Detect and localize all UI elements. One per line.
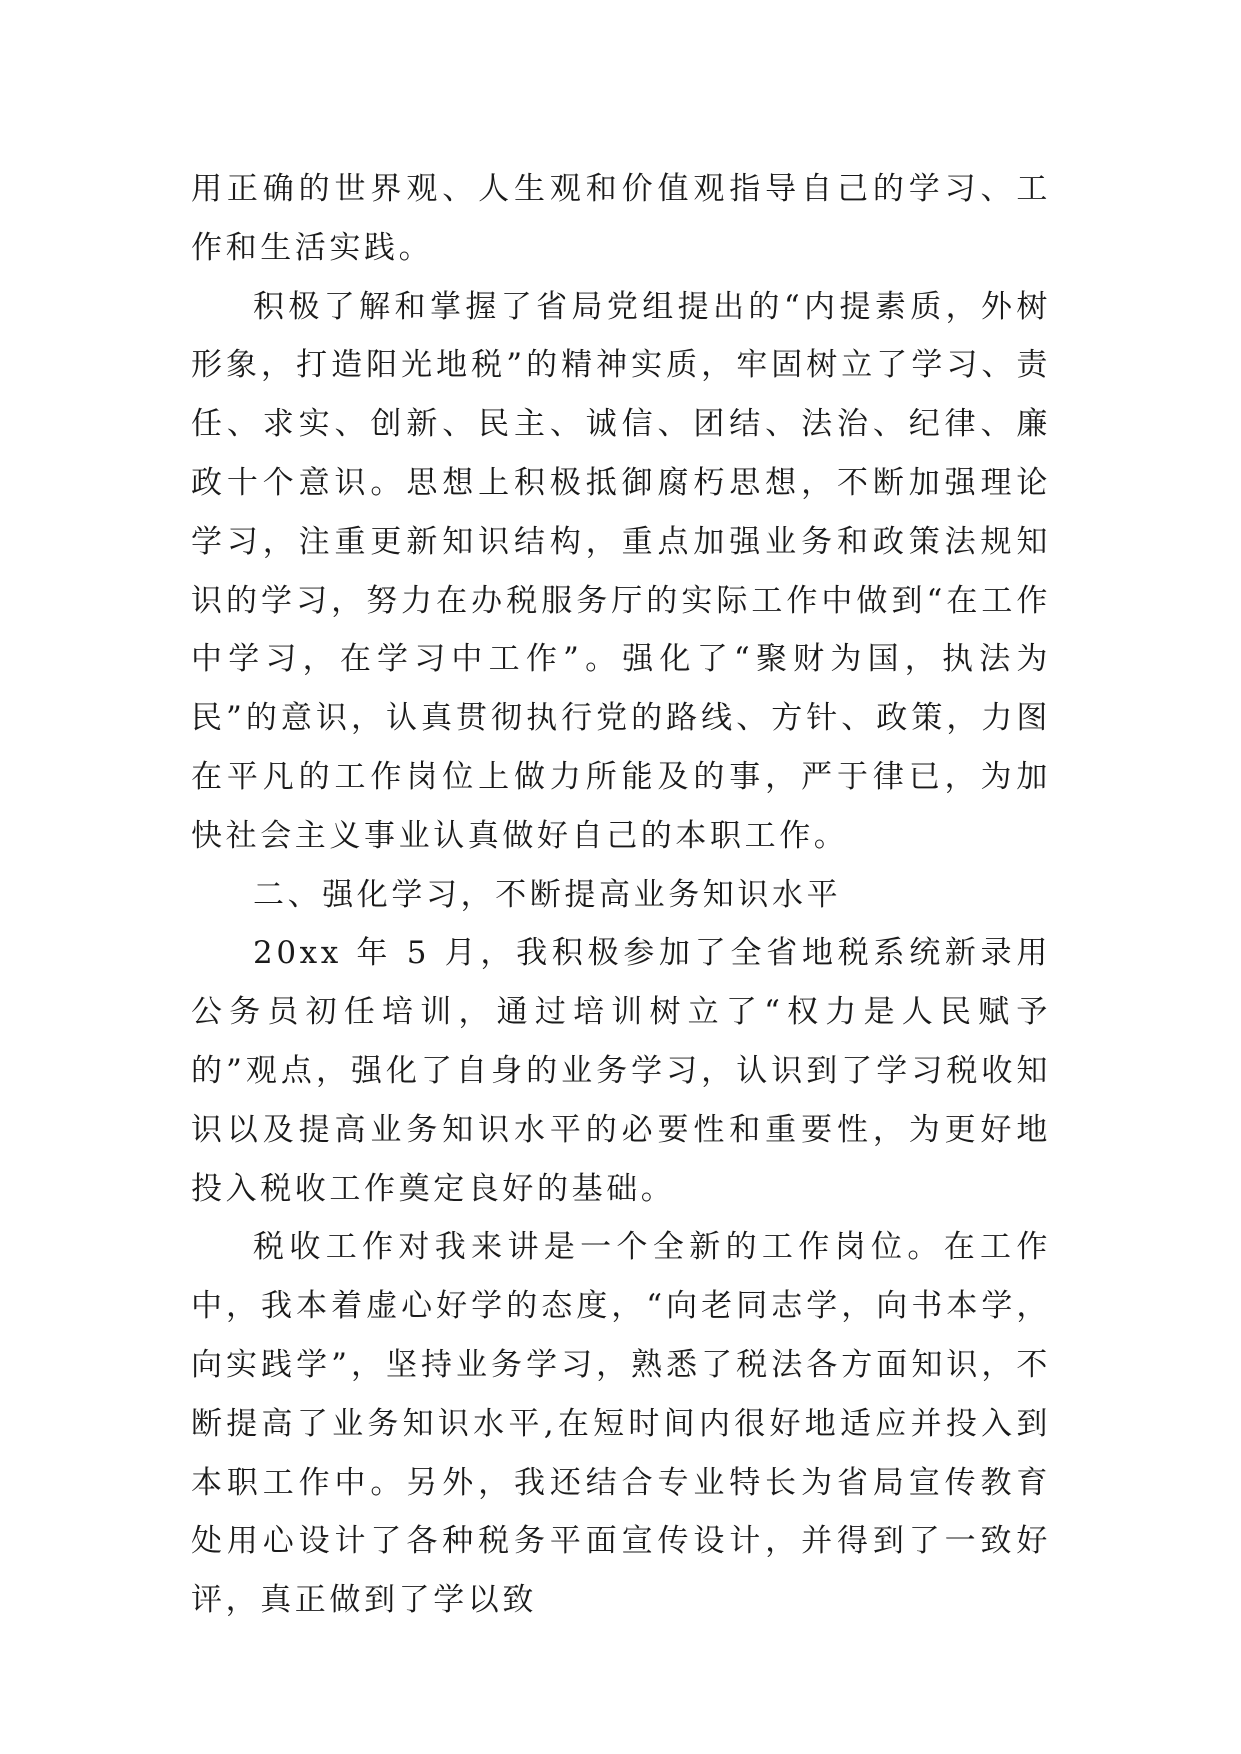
paragraph-continuation: 用正确的世界观、人生观和价值观指导自己的学习、工作和生活实践。 <box>191 171 1051 266</box>
paragraph-awareness: 积极了解和掌握了省局党组提出的“内提素质，外树形象，打造阳光地税”的精神实质，牢固树立了学习、责任、求实、创新、民主、诚信、团结、法治、纪律、廉政十个意识。思想上积极抵御腐朽思想，不断加强理论学习，注重更新知识结构，重点加强业务和政策法规知识的学习，努力在办税服务厅的实际工作中做到“在工作中学习，在学习中工作”。强化了“聚财为国，执法为民”的意识，认真贯彻执行党的路线、方针、政策，力图在平凡的工作岗位上做力所能及的事，严于律已，为加快社会主义事业认真做好自己的本职工作。 <box>191 288 1051 854</box>
section-heading-study: 二、强化学习，不断提高业务知识水平 <box>253 876 842 913</box>
paragraph-tax-work: 税收工作对我来讲是一个全新的工作岗位。在工作中，我本着虚心好学的态度，“向老同志学，向书本学，向实践学”，坚持业务学习，熟悉了税法各方面知识，不断提高了业务知识水平,在短时间内很好地适应并投入到本职工作中。另外，我还结合专业特长为省局宣传教育处用心设计了各种税务平面宣传设计，并得到了一致好评，真正做到了学以致 <box>191 1229 1051 1619</box>
document-body <box>191 160 1051 1630</box>
paragraph-training: 20xx 年 5 月，我积极参加了全省地税系统新录用公务员初任培训，通过培训树立了“权力是人民赋予的”观点，强化了自身的业务学习，认识到了学习税收知识以及提高业务知识水平的必要性和重要性，为更好地投入税收工作奠定良好的基础。 <box>191 935 1051 1207</box>
